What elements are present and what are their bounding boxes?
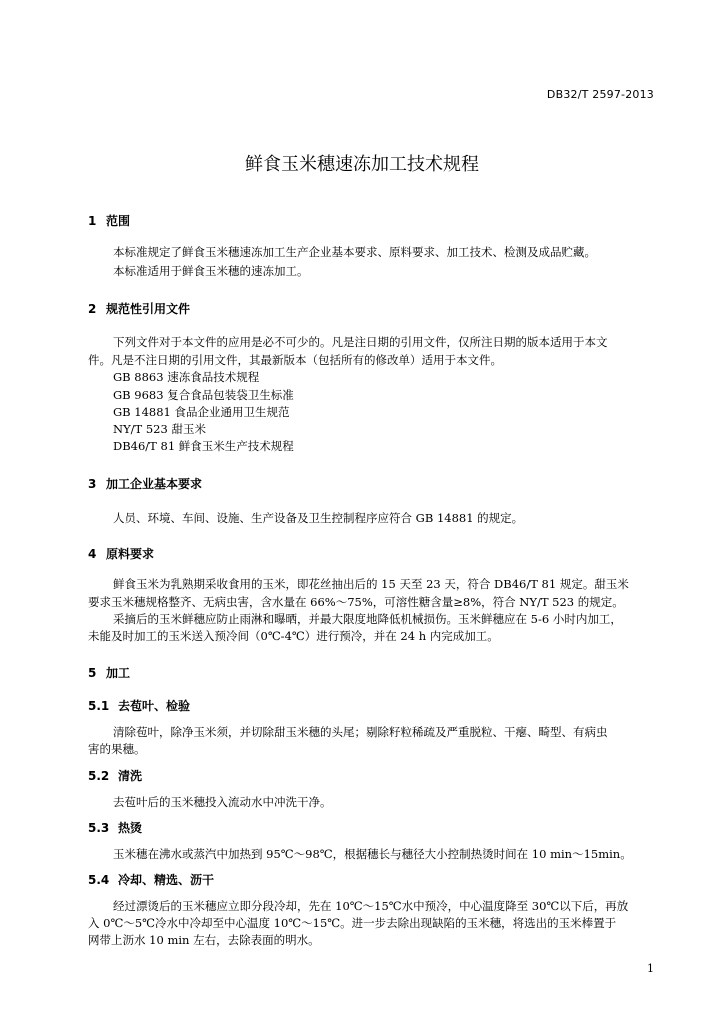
paragraph-line: 入 0℃～5℃冷水中冷却至中心温度 10℃～15℃。进一步去除出现缺陷的玉米穗，将选出的玉米棒置于 (88, 916, 617, 930)
subsection-heading-5-2: 5.2 清洗 (88, 769, 143, 783)
paragraph-line: 经过漂烫后的玉米穗应立即分段冷却，先在 10℃～15℃水中预冷，中心温度降至 30℃以下后，再放 (113, 899, 629, 913)
paragraph-line: 本标准适用于鲜食玉米穗的速冻加工。 (113, 264, 309, 278)
reference-item: GB 14881 食品企业通用卫生规范 (113, 405, 290, 419)
subsection-heading-5-1: 5.1 去苞叶、检验 (88, 699, 191, 713)
paragraph-line: 件。凡是不注日期的引用文件，其最新版本（包括所有的修改单）适用于本文件。 (88, 353, 502, 367)
section-heading-4: 4 原料要求 (88, 547, 155, 561)
section-heading-5: 5 加工 (88, 666, 131, 680)
paragraph-line: 要求玉米穗规格整齐、无病虫害，含水量在 66%～75%，可溶性糖含量≥8%，符合 NY/T 523 的规定。 (88, 595, 624, 609)
subsection-heading-5-3: 5.3 热烫 (88, 821, 143, 835)
section-heading-2: 2 规范性引用文件 (88, 302, 191, 316)
paragraph-line: 玉米穗在沸水或蒸汽中加热到 95℃～98℃，根据穗长与穗径大小控制热烫时间在 10 min～15min。 (113, 847, 632, 861)
paragraph-line: 人员、环境、车间、设施、生产设备及卫生控制程序应符合 GB 14881 的规定。 (113, 511, 524, 525)
paragraph-line: 采摘后的玉米鲜穗应防止雨淋和曝晒，并最大限度地降低机械损伤。玉米鲜穗应在 5-6 小时内加工， (113, 612, 622, 626)
paragraph-line: 害的果穗。 (88, 742, 146, 756)
page-number: 1 (647, 962, 654, 975)
paragraph-line: 下列文件对于本文件的应用是必不可少的。凡是注日期的引用文件，仅所注日期的版本适用于本文 (113, 335, 608, 349)
paragraph-line: 未能及时加工的玉米送入预冷间（0℃-4℃）进行预冷，并在 24 h 内完成加工。 (88, 629, 499, 643)
section-heading-1: 1 范围 (88, 214, 131, 228)
reference-item: DB46/T 81 鲜食玉米生产技术规程 (113, 439, 294, 453)
paragraph-line: 清除苞叶，除净玉米须，并切除甜玉米穗的头尾；剔除籽粒稀疏及严重脱粒、干瘪、畸型、有病虫 (113, 725, 608, 739)
document-title: 鲜食玉米穗速冻加工技术规程 (245, 154, 479, 175)
paragraph-line: 网带上沥水 10 min 左右，去除表面的明水。 (88, 933, 320, 947)
reference-item: NY/T 523 甜玉米 (113, 422, 206, 436)
paragraph-line: 鲜食玉米为乳熟期采收食用的玉米，即花丝抽出后的 15 天至 23 天，符合 DB46/T 81 规定。甜玉米 (113, 577, 629, 591)
paragraph-line: 本标准规定了鲜食玉米穗速冻加工生产企业基本要求、原料要求、加工技术、检测及成品贮藏。 (113, 245, 596, 259)
paragraph-line: 去苞叶后的玉米穗投入流动水中冲洗干净。 (113, 795, 332, 809)
reference-item: GB 9683 复合食品包装袋卫生标准 (113, 388, 294, 402)
document-number: DB32/T 2597-2013 (546, 88, 654, 101)
subsection-heading-5-4: 5.4 冷却、精选、沥干 (88, 873, 215, 887)
section-heading-3: 3 加工企业基本要求 (88, 477, 203, 491)
reference-item: GB 8863 速冻食品技术规程 (113, 370, 260, 384)
